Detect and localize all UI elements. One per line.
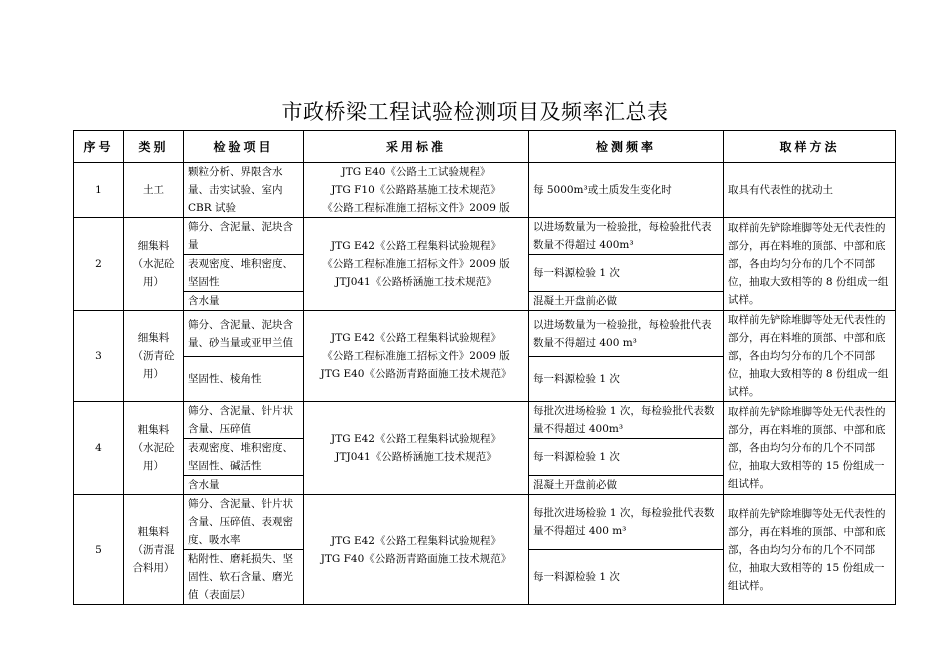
- row-category: 粗集料（沥青混合料用）: [124, 495, 184, 605]
- standard-line: JTG E42《公路工程集料试验规程》: [331, 433, 501, 445]
- row-frequency: 以进场数量为一检验批，每检验批代表数量不得超过 400m³: [529, 218, 724, 255]
- standard-line: JTG E42《公路工程集料试验规程》: [331, 534, 501, 547]
- row-frequency: 每一料源检验 1 次: [529, 357, 724, 402]
- row-standards: [304, 495, 529, 605]
- standard-line: JTG F10《公路路基施工技术规范》: [331, 184, 501, 196]
- row-standards: [304, 311, 529, 402]
- row-no: 5: [74, 495, 124, 605]
- table-row: [74, 163, 896, 218]
- row-no: 2: [74, 218, 124, 311]
- header-category: 类别: [124, 131, 184, 163]
- row-standards: [304, 163, 529, 218]
- row-no: 4: [74, 402, 124, 495]
- row-item: 粘附性、磨耗损失、坚固性、软石含量、磨光值（表面层）: [184, 550, 304, 605]
- row-item: 含水量: [184, 476, 304, 495]
- table-row: [74, 495, 896, 550]
- row-item: 表观密度、堆积密度、坚固性、碱活性: [184, 439, 304, 476]
- row-item: 含水量: [184, 292, 304, 311]
- row-category: 细集料（沥青砼用）: [124, 311, 184, 402]
- row-frequency: 每批次进场检验 1 次，每检验批代表数量不得超过 400 m³: [529, 495, 724, 550]
- header-items: 检验项目: [184, 131, 304, 163]
- standard-line: JTJ041《公路桥涵施工技术规范》: [335, 451, 497, 463]
- standard-line: JTG E42《公路工程集料试验规程》: [331, 240, 501, 252]
- row-no: 1: [74, 163, 124, 218]
- row-sampling: 取样前先铲除堆脚等处无代表性的部分，再在料堆的顶部、中部和底部，各由均匀分布的几个不同部位，抽取大致相等的 8 份组成一组试样。: [724, 218, 896, 311]
- standard-line: JTG E42《公路工程集料试验规程》: [331, 332, 501, 344]
- standard-line: JTG E40《公路土工试验规程》: [341, 166, 491, 178]
- row-item: 坚固性、棱角性: [184, 357, 304, 402]
- row-item: 表观密度、堆积密度、坚固性: [184, 255, 304, 292]
- header-standards: 采用标准: [304, 131, 529, 163]
- standard-line: JTG F40《公路沥青路面施工技术规范》: [320, 552, 512, 565]
- row-item: 颗粒分析、界限含水量、击实试验、室内 CBR 试验: [184, 163, 304, 218]
- row-sampling: 取样前先铲除堆脚等处无代表性的部分，再在料堆的顶部、中部和底部，各由均匀分布的几个不同部位，抽取大致相等的 8 份组成一组试样。: [724, 311, 896, 402]
- row-frequency: 每一料源检验 1 次: [529, 439, 724, 476]
- row-frequency: 以进场数量为一检验批，每检验批代表数量不得超过 400 m³: [529, 311, 724, 357]
- header-frequency: 检测频率: [529, 131, 724, 163]
- row-frequency: 每批次进场检验 1 次，每检验批代表数量不得超过 400m³: [529, 402, 724, 439]
- row-frequency: 每 5000m³或土质发生变化时: [529, 163, 724, 218]
- header-no: 序号: [74, 131, 124, 163]
- standard-line: 《公路工程标准施工招标文件》2009 版: [322, 350, 510, 362]
- row-frequency: 混凝土开盘前必做: [529, 476, 724, 495]
- standard-line: JTG E40《公路沥青路面施工技术规范》: [320, 368, 512, 380]
- standard-line: 《公路工程标准施工招标文件》2009 版: [322, 258, 510, 270]
- row-item: 筛分、含泥量、泥块含量、砂当量或亚甲兰值: [184, 311, 304, 357]
- row-item: 筛分、含泥量、泥块含量: [184, 218, 304, 255]
- row-category: 粗集料（水泥砼用）: [124, 402, 184, 495]
- summary-table: [73, 130, 896, 605]
- table-row: [74, 402, 896, 439]
- row-sampling: 取样前先铲除堆脚等处无代表性的部分，再在料堆的顶部、中部和底部，各由均匀分布的几个不同部位，抽取大致相等的 15 份组成一组试样。: [724, 495, 896, 605]
- row-frequency: 混凝土开盘前必做: [529, 292, 724, 311]
- row-frequency: 每一料源检验 1 次: [529, 550, 724, 605]
- row-category: 细集料（水泥砼用）: [124, 218, 184, 311]
- standard-line: 《公路工程标准施工招标文件》2009 版: [322, 202, 510, 214]
- standard-line: JTJ041《公路桥涵施工技术规范》: [335, 276, 497, 288]
- row-item: 筛分、含泥量、针片状含量、压碎值: [184, 402, 304, 439]
- header-sampling: 取样方法: [724, 131, 896, 163]
- table-row: [74, 218, 896, 255]
- row-category: 土工: [124, 163, 184, 218]
- row-sampling: 取样前先铲除堆脚等处无代表性的部分，再在料堆的顶部、中部和底部，各由均匀分布的几个不同部位，抽取大致相等的 15 份组成一组试样。: [724, 402, 896, 495]
- row-standards: [304, 218, 529, 311]
- page-title: 市政桥梁工程试验检测项目及频率汇总表: [281, 100, 669, 124]
- row-standards: [304, 402, 529, 495]
- table-row: [74, 311, 896, 357]
- row-frequency: 每一料源检验 1 次: [529, 255, 724, 292]
- row-sampling: 取具有代表性的扰动土: [724, 163, 896, 218]
- table-header-row: [74, 131, 896, 163]
- row-item: 筛分、含泥量、针片状含量、压碎值、表观密度、吸水率: [184, 495, 304, 550]
- row-no: 3: [74, 311, 124, 402]
